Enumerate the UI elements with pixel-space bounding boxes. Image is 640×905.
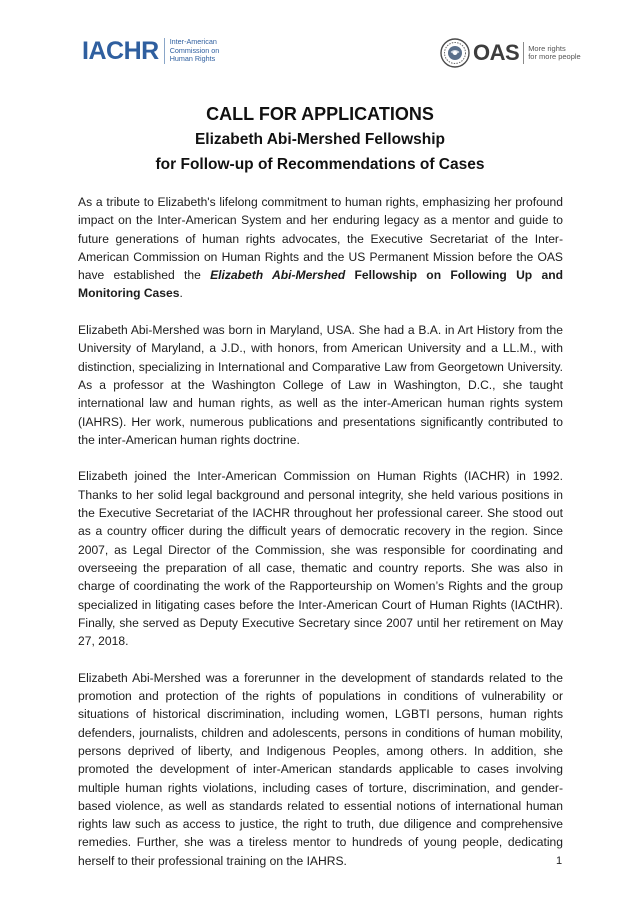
page-number: 1 (556, 855, 563, 867)
iachr-acronym: IACHR (82, 36, 159, 65)
oas-acronym: OAS (473, 40, 520, 65)
oas-tagline: More rights for more people (528, 43, 581, 61)
oas-logo (440, 38, 581, 68)
iachr-logo (82, 38, 219, 64)
oas-logo-divider (523, 42, 524, 64)
subtitle-line-2: for Follow-up of Recommendations of Cases (155, 156, 485, 173)
document-body (78, 193, 563, 888)
main-title: CALL FOR APPLICATIONS (206, 104, 434, 124)
paragraph-career: Elizabeth joined the Inter-American Commission on Human Rights (IACHR) in 1992. Thanks to her solid legal background and personal integrity, she held various positions in the Executive Secretariat of the IACHR throughout her professional career. She stood out as a country officer during the difficult years of democratic recovery in the region. Since 2007, as Legal Director of the Commission, she was responsible for coordinating and overseeing the preparation of all case, thematic and country reports. She was also in charge of coordinating the work of the Rapporteurship on Women’s Rights and the group specialized in litigating cases before the Inter-American Court of Human Rights (IACtHR). Finally, she served as Deputy Executive Secretary since 2007 until her retirement on May 27, 2018. (78, 469, 563, 649)
iachr-logo-divider (164, 38, 165, 64)
subtitle-line-1: Elizabeth Abi-Mershed Fellowship (194, 131, 446, 148)
fellowship-name: Elizabeth Abi-Mershed (210, 268, 346, 283)
paragraph-tribute: As a tribute to Elizabeth's lifelong commitment to human rights, emphasizing her profound impact on the Inter-American System and her enduring legacy as a mentor and guide to future generations of human rights advocates, the Executive Secretariat of the Inter-American Commission on Human Rights and the US Permanent Mission before the OAS have established the Elizabeth Abi-Mershed Fellowship on Following Up and Monitoring Cases. (78, 195, 563, 301)
title-block (0, 101, 640, 177)
paragraph-biography: Elizabeth Abi-Mershed was born in Maryland, USA. She had a B.A. in Art History from the University of Maryland, a J.D., with honors, from American University and a LL.M., with distinction, specializing in International and Comparative Law from Georgetown University. As a professor at the Washington College of Law in Washington, D.C., she taught international law and human rights, as well as the inter-American human rights system (IAHRS). Her work, numerous publications and presentations significantly contributed to the inter-American human rights doctrine. (78, 323, 563, 447)
paragraph-legacy: Elizabeth Abi-Mershed was a forerunner in the development of standards related to the promotion and protection of the rights of populations in conditions of vulnerability or situations of historical discrimination, including women, LGBTI persons, human rights defenders, journalists, children and adolescents, persons in conditions of human mobility, persons deprived of liberty, and Indigenous Peoples, among others. In addition, she promoted the development of inter-American standards applicable to cases involving multiple human rights violations, including cases of torture, discrimination, and gender-based violence, as well as standards related to essential notions of international human rights law such as access to justice, the right to truth, due diligence and comprehensive remedies. Further, she was a tireless mentor to hundreds of young people, dedicating herself to their professional training on the IAHRS. (78, 670, 563, 868)
iachr-subtitle: Inter-American Commission on Human Rights (169, 37, 220, 64)
oas-seal-icon (440, 38, 470, 68)
